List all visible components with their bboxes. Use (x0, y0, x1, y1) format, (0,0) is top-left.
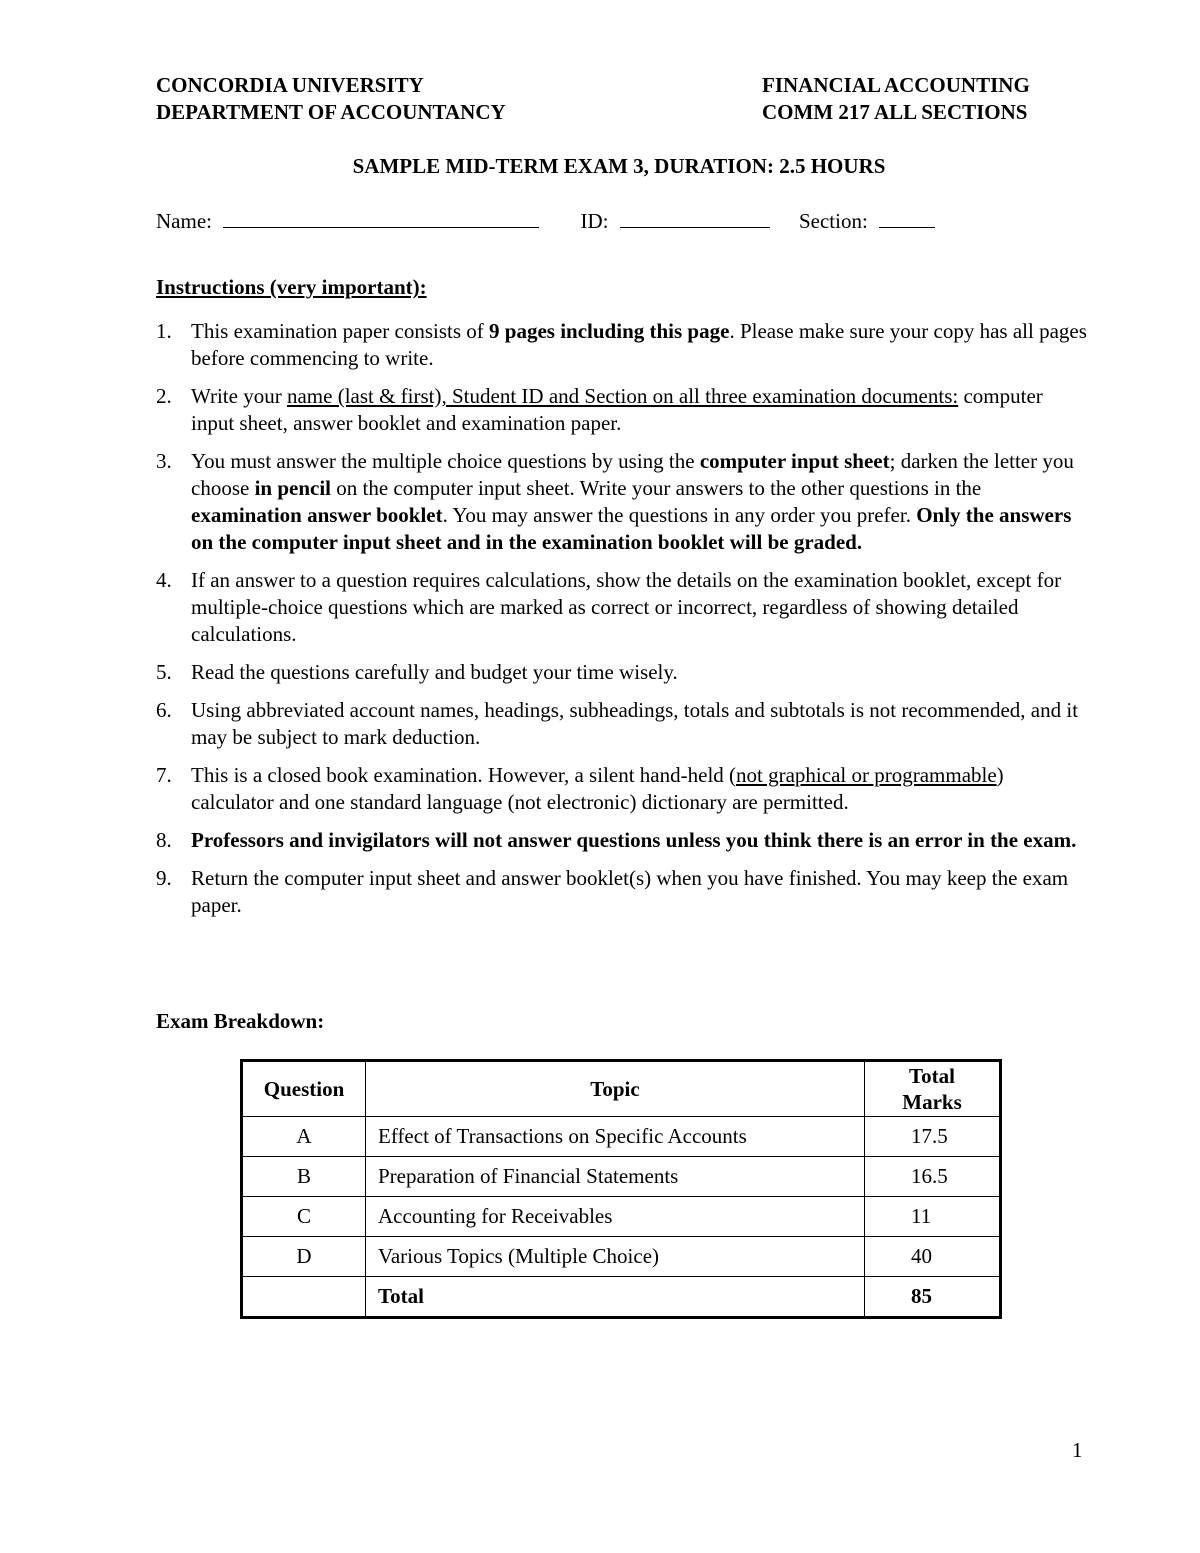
section-label: Section: (798, 209, 868, 233)
instruction-text-bold: 9 pages including this page (489, 319, 730, 343)
name-label: Name: (156, 209, 212, 233)
instructions-list (156, 318, 1091, 930)
instruction-item (156, 318, 1091, 372)
instruction-text: Read the questions carefully and budget your time wisely. (191, 660, 678, 684)
topic-cell: Effect of Transactions on Specific Accounts (366, 1117, 865, 1157)
exam-breakdown-heading: Exam Breakdown: (156, 1009, 325, 1033)
instruction-text-bold: examination answer booklet (191, 503, 443, 527)
instruction-text: ; darken the letter you choose (191, 449, 1074, 500)
table-row (242, 1117, 1001, 1157)
topic-cell: Accounting for Receivables (366, 1197, 865, 1237)
total-marks-cell: 85 (865, 1277, 1001, 1318)
question-cell (242, 1277, 366, 1318)
instruction-text: . Please make sure your copy has all pages before commencing to write. (191, 319, 1087, 370)
instruction-text-bold: computer input sheet (699, 449, 890, 473)
id-blank[interactable] (620, 207, 770, 228)
column-header-question: Question (242, 1061, 366, 1117)
header-right (762, 72, 1030, 126)
instruction-text-bold: Professors and invigilators will not answer questions unless you think there is an error in the exam. (191, 828, 1077, 852)
exam-breakdown-table (240, 1059, 1002, 1319)
exam-title: SAMPLE MID-TERM EXAM 3, DURATION: 2.5 HOURS (352, 154, 886, 178)
instruction-text: . You may answer the questions in any order you prefer. (442, 503, 917, 527)
instruction-number: 7. (156, 763, 172, 787)
instruction-text: This is a closed book examination. However, a silent hand-held ( (191, 763, 737, 787)
instruction-number: 2. (156, 384, 172, 408)
course-code: COMM 217 ALL SECTIONS (762, 100, 1028, 124)
id-label: ID: (580, 209, 609, 233)
instruction-number: 1. (156, 319, 172, 343)
table-row (242, 1237, 1001, 1277)
instruction-text: Using abbreviated account names, headings, subheadings, totals and subtotals is not recommended, and it may be subject to mark deduction. (191, 698, 1079, 749)
instruction-text-underlined: not graphical or programmable (736, 763, 997, 787)
topic-cell: Preparation of Financial Statements (366, 1157, 865, 1197)
instruction-item (156, 659, 1091, 686)
instruction-item (156, 762, 1091, 816)
instruction-number: 8. (156, 828, 172, 852)
instruction-text-bold: in pencil (254, 476, 332, 500)
instruction-item (156, 865, 1091, 919)
instruction-text: on the computer input sheet. Write your answers to the other questions in the (331, 476, 982, 500)
question-cell: C (242, 1197, 366, 1237)
instruction-text: Write your (191, 384, 287, 408)
instruction-text: You must answer the multiple choice questions by using the (191, 449, 700, 473)
instruction-text-bold: Only the answers on the computer input sheet and in the examination booklet will be graded. (191, 503, 1072, 554)
header-left (156, 72, 506, 126)
marks-cell: 16.5 (865, 1157, 1001, 1197)
table-header-row (242, 1061, 1001, 1117)
university-name: CONCORDIA UNIVERSITY (156, 73, 424, 97)
question-cell: D (242, 1237, 366, 1277)
marks-cell: 11 (865, 1197, 1001, 1237)
instruction-item (156, 567, 1091, 648)
page-number: 1 (1072, 1438, 1083, 1462)
marks-cell: 40 (865, 1237, 1001, 1277)
question-cell: A (242, 1117, 366, 1157)
instruction-item (156, 697, 1091, 751)
student-fields (156, 207, 935, 234)
column-header-topic: Topic (366, 1061, 865, 1117)
instruction-text: If an answer to a question requires calculations, show the details on the examination booklet, except for multiple-choice questions which are marked as correct or incorrect, regardless of showing detailed calculations. (191, 568, 1062, 646)
name-blank[interactable] (223, 207, 539, 228)
instruction-item (156, 448, 1091, 556)
instruction-number: 5. (156, 660, 172, 684)
department-name: DEPARTMENT OF ACCOUNTANCY (156, 100, 506, 124)
section-blank[interactable] (879, 207, 935, 228)
instruction-text: ) calculator and one standard language (not electronic) dictionary are permitted. (191, 763, 1004, 814)
column-header-total-marks: Total Marks (865, 1061, 1001, 1117)
table-row (242, 1157, 1001, 1197)
instruction-item (156, 383, 1091, 437)
instruction-text: Return the computer input sheet and answer booklet(s) when you have finished. You may keep the exam paper. (191, 866, 1069, 917)
question-cell: B (242, 1157, 366, 1197)
instruction-number: 6. (156, 698, 172, 722)
instruction-number: 4. (156, 568, 172, 592)
instruction-number: 9. (156, 866, 172, 890)
course-name: FINANCIAL ACCOUNTING (762, 73, 1030, 97)
instruction-number: 3. (156, 449, 172, 473)
instruction-item (156, 827, 1091, 854)
instructions-heading: Instructions (very important): (156, 275, 427, 299)
instruction-text: This examination paper consists of (191, 319, 490, 343)
marks-cell: 17.5 (865, 1117, 1001, 1157)
topic-cell: Various Topics (Multiple Choice) (366, 1237, 865, 1277)
total-label-cell: Total (366, 1277, 865, 1318)
table-total-row (242, 1277, 1001, 1318)
table-row (242, 1197, 1001, 1237)
instruction-text-underlined: name (last & first), Student ID and Section on all three examination documents: (286, 384, 959, 408)
instruction-text: computer input sheet, answer booklet and examination paper. (191, 384, 1043, 435)
